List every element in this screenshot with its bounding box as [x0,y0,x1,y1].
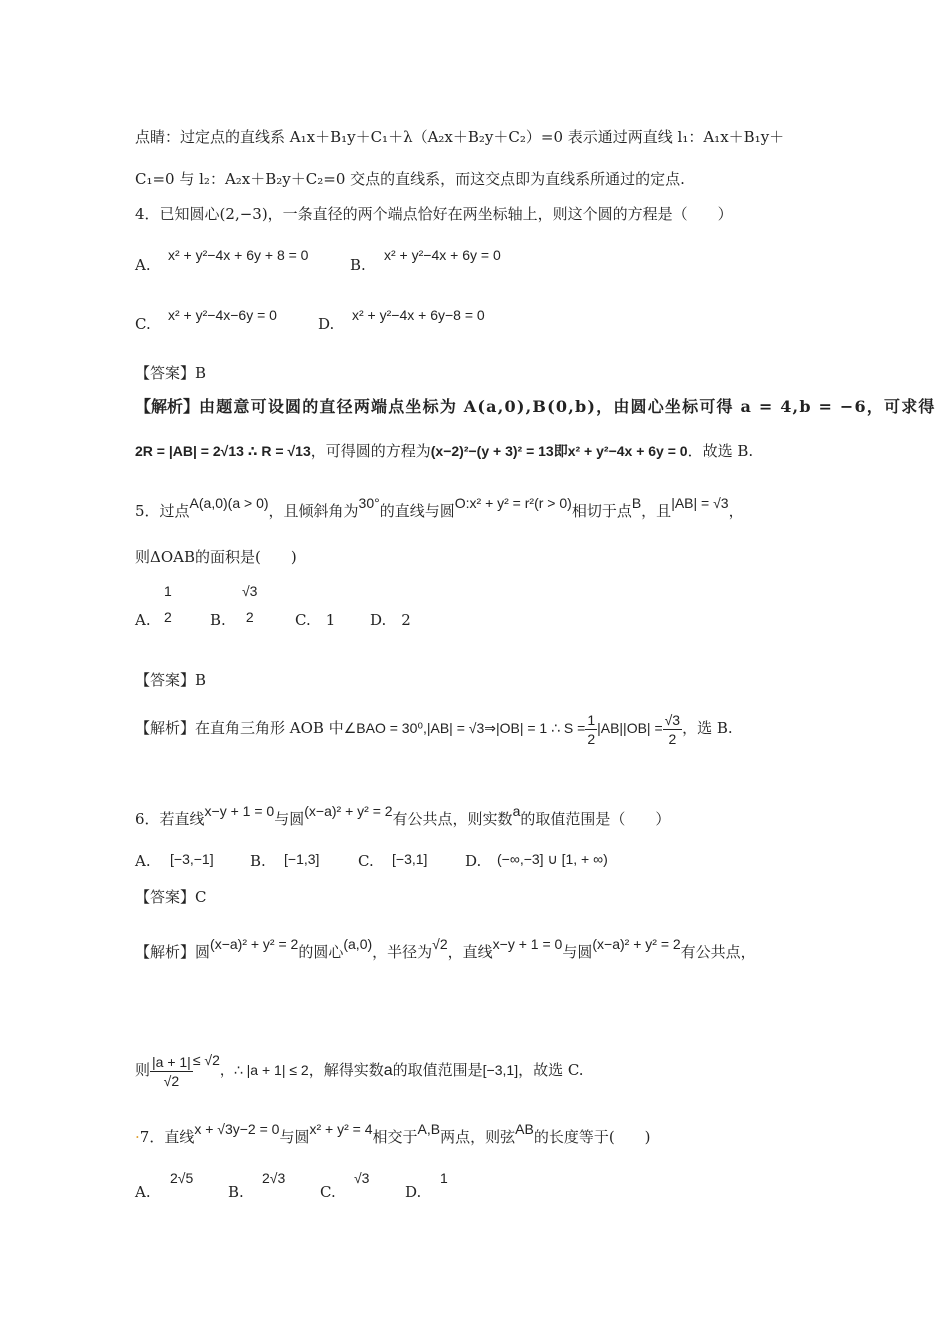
q7-chord: AB [515,1121,534,1137]
q4-stem: 4．已知圆心(2,−3)，一条直径的两个端点恰好在两坐标轴上，则这个圆的方程是（ ） [135,205,733,223]
q5-option-b-numerator: √3 [242,583,258,599]
q6-distance-num: |a + 1| [152,1053,191,1070]
q5-option-a-numerator: 1 [164,583,172,599]
q4-option-b-label: B. [350,256,366,274]
q4-option-b: x² + y²−4x + 6y = 0 [384,247,501,263]
q5-analysis-a: 在直角三角形 AOB 中 [195,719,344,737]
q6-analysis-a: 圆 [195,943,211,961]
q5-stem [135,492,744,522]
q5-root3-num: √3 [664,711,681,728]
q6-cond-g: [−3,1] [482,1062,519,1078]
q6-option-d-label: D. [465,852,482,870]
q5-stem-g: 相切于点 [571,502,632,520]
q6-stem-g: 的取值范围是（ ） [520,810,671,828]
q4-analysis-text: 由题意可设圆的直径两端点坐标为 A(a,0),B(0,b)，由圆心坐标可得 a = 4,b = −6，可求得 [199,397,936,416]
q6-analysis-i: 与圆 [562,943,593,961]
q6-option-a-label: A. [135,852,151,870]
q6-condition [135,1040,584,1091]
q5-circle: O:x² + y² = r²(r > 0) [454,495,572,511]
q6-stem-e: 有公共点，则实数 [392,810,513,828]
q4-radius-expr: 2R = |AB| = 2√13 ∴ R = √13 [135,443,311,459]
q5-analysis-d: |AB||OB| = [597,720,663,736]
q7-points: A,B [417,1121,441,1137]
q5-option-a-denominator: 2 [164,609,172,625]
q7-line: x + √3y−2 = 0 [194,1121,280,1137]
q7-option-c: √3 [354,1170,370,1186]
q6-analysis-line: x−y + 1 = 0 [492,936,563,952]
q7-stem-e: 相交于 [372,1128,418,1146]
q5-half-den: 2 [587,730,596,747]
q4-option-a: x² + y²−4x + 6y + 8 = 0 [168,247,309,263]
q6-cond-c: ，∴ |a + 1| ≤ 2 [219,1062,309,1078]
q4-circle-equation: (x−2)²−(y + 3)² = 13即x² + y²−4x + 6y = 0 [430,443,688,459]
q6-analysis-k: 有公共点， [680,943,756,961]
q7-stem-a: 7．直线 [139,1128,195,1146]
q4-answer: 【答案】B [135,364,207,382]
q6-cond-a: 则 [135,1061,151,1079]
q6-line: x−y + 1 = 0 [204,803,275,819]
q6-option-c: [−3,1] [392,851,428,867]
q5-analysis-root3-over-2 [663,711,682,748]
q5-analysis-b: ∠BAO = 30⁰,|AB| = √3⇒|OB| = 1 ∴ S = [343,720,586,736]
q6-cond-d: ，解得实数 [308,1061,384,1079]
q5-option-b-label: B. [210,611,226,629]
q5-point-b: B [631,495,642,511]
q6-cond-b: ≤ √2 [192,1052,220,1068]
q6-cond-f: 的取值范围是 [392,1061,483,1079]
q6-analysis-center: (a,0) [343,936,373,952]
q7-option-b-label: B. [228,1183,244,1201]
q6-stem-a: 6．若直线 [135,810,205,828]
q6-option-b: [−1,3] [284,851,320,867]
q7-stem [135,1118,651,1148]
q5-option-c: C. 1 [295,611,336,629]
note-line-1: 点睛：过定点的直线系 A₁x＋B₁y＋C₁＋λ（A₂x＋B₂y＋C₂）=0 表示通过两直线 l₁：A₁x＋B₁y＋ [135,128,785,146]
q4-option-d-label: D. [318,315,335,333]
q6-stem-c: 与圆 [274,810,305,828]
q4-option-a-label: A. [135,256,151,274]
note-line-2: C₁=0 与 l₂：A₂x＋B₂y＋C₂=0 交点的直线系，而这交点即为直线系所通过的定点. [135,170,685,188]
q7-option-a-label: A. [135,1183,151,1201]
q7-marker-icon: · [135,1128,140,1146]
q4-analysis-2 [135,440,753,462]
q6-var-a: a [512,803,521,819]
q4-analysis-end: ．故选 B. [687,442,754,460]
q7-option-a: 2√5 [170,1170,194,1186]
q4-analysis-mid: ，可得圆的方程为 [310,442,431,460]
q5-half-num: 1 [587,711,596,728]
q5-angle: 30° [358,495,380,511]
q6-option-c-label: C. [358,852,374,870]
q6-analysis-circle-2: (x−a)² + y² = 2 [592,936,681,952]
q4-analysis-label: 【解析】 [135,397,200,416]
q6-option-a: [−3,−1] [170,851,214,867]
q6-analysis-label: 【解析】 [135,943,196,961]
q5-stem-e: 的直线与圆 [379,502,455,520]
q5-option-a-label: A. [135,611,151,629]
q6-option-b-label: B. [250,852,266,870]
q6-answer: 【答案】C [135,888,207,906]
q4-option-c-label: C. [135,315,151,333]
q5-stem-i: ，且 [641,502,672,520]
q5-point-a: A(a,0)(a > 0) [189,495,269,511]
q5-answer: 【答案】B [135,671,207,689]
q6-circle: (x−a)² + y² = 2 [304,803,393,819]
q6-option-d: (−∞,−3] ∪ [1, + ∞) [497,851,608,867]
q5-stem-c: ，且倾斜角为 [268,502,359,520]
q7-option-d: 1 [440,1170,448,1186]
q4-analysis-1 [135,396,936,418]
q5-analysis [135,708,733,748]
q5-option-a [162,582,174,626]
q5-option-d: D. 2 [370,611,411,629]
q5-stem-2: 则ΔOAB的面积是( ) [135,548,297,566]
q7-stem-c: 与圆 [279,1128,310,1146]
q5-option-b-denominator: 2 [245,609,254,625]
q6-analysis-c: 的圆心 [298,943,344,961]
q5-root3-den: 2 [668,730,677,747]
q5-ab-length: |AB| = √3 [671,495,729,511]
q6-analysis-circle: (x−a)² + y² = 2 [210,936,299,952]
q6-distance-den: √2 [163,1072,180,1089]
q5-analysis-f: ，选 B. [682,719,733,737]
q7-stem-i: 的长度等于( ) [533,1128,651,1146]
q6-analysis-g: ，直线 [447,943,493,961]
q6-analysis-radius: √2 [432,936,448,952]
q6-cond-h: ，故选 C. [518,1061,584,1079]
q7-option-b: 2√3 [262,1170,286,1186]
q7-option-d-label: D. [405,1183,422,1201]
q6-analysis-e: ，半径为 [372,943,433,961]
q7-stem-g: 两点，则弦 [440,1128,516,1146]
q6-analysis [135,933,756,963]
q4-option-c: x² + y²−4x−6y = 0 [168,307,277,323]
q7-circle: x² + y² = 4 [309,1121,373,1137]
q4-option-d: x² + y²−4x + 6y−8 = 0 [352,307,485,323]
q6-distance-fraction [150,1053,193,1090]
q7-option-c-label: C. [320,1183,336,1201]
q5-analysis-label: 【解析】 [135,719,196,737]
q6-stem [135,800,670,830]
q5-analysis-half [585,711,597,748]
q5-stem-a: 5．过点 [135,502,190,520]
q5-option-b [240,582,259,626]
q5-stem-k: ， [728,502,744,520]
q6-cond-e: a [383,1062,393,1079]
